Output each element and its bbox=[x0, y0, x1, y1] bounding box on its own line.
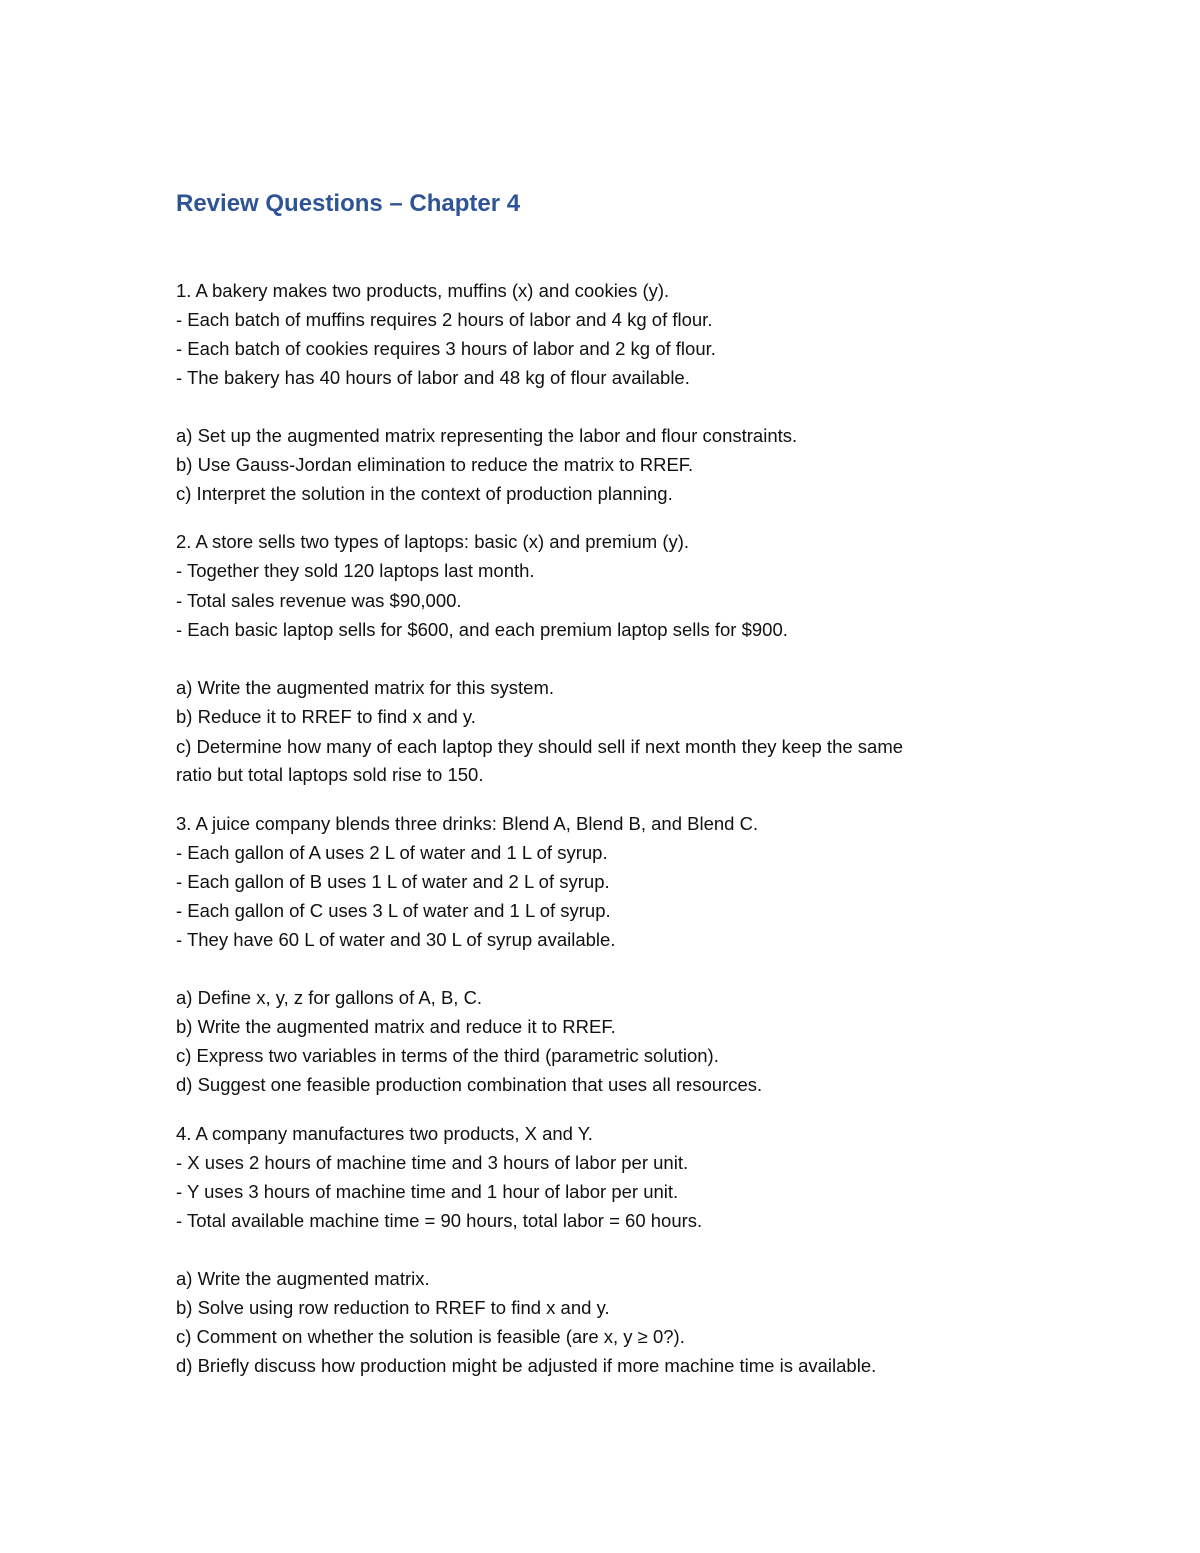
question-4-stem: 4. A company manufactures two products, X and Y. bbox=[176, 1123, 593, 1144]
question-3-fact-3: - Each gallon of C uses 3 L of water and 1 L of syrup. bbox=[176, 900, 611, 921]
question-3-part-c: c) Express two variables in terms of the third (parametric solution). bbox=[176, 1045, 719, 1066]
question-3-stem: 3. A juice company blends three drinks: Blend A, Blend B, and Blend C. bbox=[176, 813, 759, 834]
question-3-fact-4: - They have 60 L of water and 30 L of syrup available. bbox=[176, 929, 616, 950]
question-2-fact-2: - Total sales revenue was $90,000. bbox=[176, 590, 462, 611]
question-1-stem: 1. A bakery makes two products, muffins (x) and cookies (y). bbox=[176, 280, 670, 301]
question-2-part-c-continued: ratio but total laptops sold rise to 150. bbox=[176, 764, 484, 785]
question-4-fact-1: - X uses 2 hours of machine time and 3 hours of labor per unit. bbox=[176, 1152, 689, 1173]
question-1-fact-3: - The bakery has 40 hours of labor and 48 kg of flour available. bbox=[176, 367, 690, 388]
question-3-fact-2: - Each gallon of B uses 1 L of water and 2 L of syrup. bbox=[176, 871, 610, 892]
question-4-part-d: d) Briefly discuss how production might be adjusted if more machine time is available. bbox=[176, 1355, 877, 1376]
question-4-part-b: b) Solve using row reduction to RREF to find x and y. bbox=[176, 1297, 610, 1318]
question-4-part-c: c) Comment on whether the solution is feasible (are x, y ≥ 0?). bbox=[176, 1326, 685, 1347]
question-2-fact-1: - Together they sold 120 laptops last month. bbox=[176, 560, 535, 581]
question-1-part-a: a) Set up the augmented matrix representing the labor and flour constraints. bbox=[176, 425, 798, 446]
question-2-part-a: a) Write the augmented matrix for this system. bbox=[176, 677, 555, 698]
question-1-part-c: c) Interpret the solution in the context of production planning. bbox=[176, 483, 673, 504]
question-2-stem: 2. A store sells two types of laptops: basic (x) and premium (y). bbox=[176, 531, 690, 552]
question-2-part-b: b) Reduce it to RREF to find x and y. bbox=[176, 706, 476, 727]
question-1-fact-1: - Each batch of muffins requires 2 hours of labor and 4 kg of flour. bbox=[176, 309, 713, 330]
question-4-part-a: a) Write the augmented matrix. bbox=[176, 1268, 430, 1289]
question-1-part-b: b) Use Gauss-Jordan elimination to reduce the matrix to RREF. bbox=[176, 454, 694, 475]
question-2-fact-3: - Each basic laptop sells for $600, and each premium laptop sells for $900. bbox=[176, 619, 788, 640]
page-title: Review Questions – Chapter 4 bbox=[176, 190, 521, 217]
question-4-fact-3: - Total available machine time = 90 hours, total labor = 60 hours. bbox=[176, 1210, 703, 1231]
question-3-part-d: d) Suggest one feasible production combination that uses all resources. bbox=[176, 1074, 763, 1095]
question-4-fact-2: - Y uses 3 hours of machine time and 1 hour of labor per unit. bbox=[176, 1181, 679, 1202]
question-3-fact-1: - Each gallon of A uses 2 L of water and 1 L of syrup. bbox=[176, 842, 608, 863]
question-3-part-a: a) Define x, y, z for gallons of A, B, C. bbox=[176, 987, 483, 1008]
question-3-part-b: b) Write the augmented matrix and reduce it to RREF. bbox=[176, 1016, 616, 1037]
question-1-fact-2: - Each batch of cookies requires 3 hours of labor and 2 kg of flour. bbox=[176, 338, 716, 359]
question-2-part-c: c) Determine how many of each laptop they should sell if next month they keep the same bbox=[176, 736, 904, 757]
